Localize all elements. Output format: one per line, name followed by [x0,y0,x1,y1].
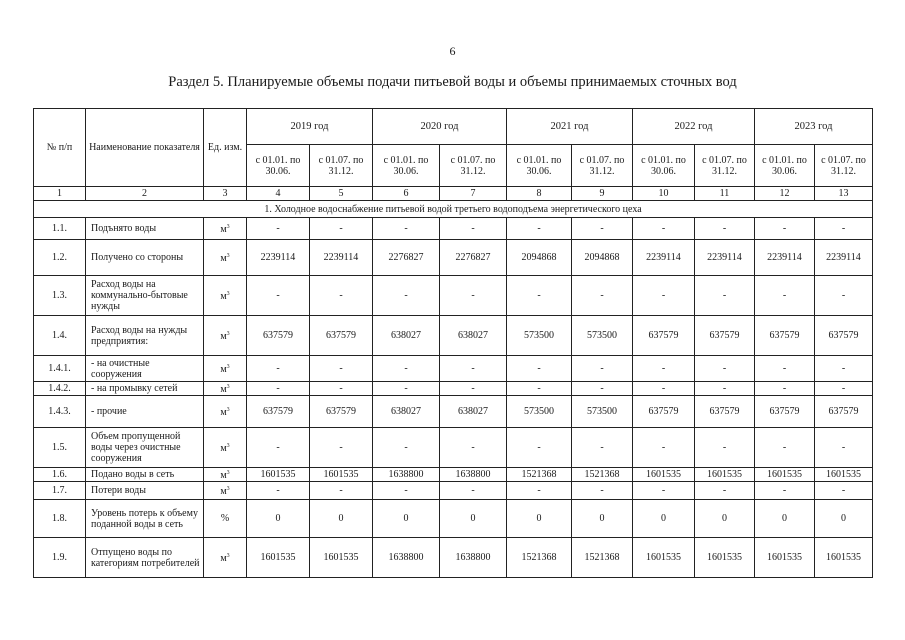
row-value-cell: - [440,428,507,468]
row-value-cell: - [373,356,440,382]
row-value-cell: - [755,382,815,396]
row-value-cell: - [373,382,440,396]
row-value-cell: 637579 [695,396,755,428]
row-value-cell: 1601535 [247,538,310,578]
row-value-cell: - [507,276,572,316]
row-value-cell: - [695,218,755,240]
header-period: с 01.01. по 30.06. [633,145,695,187]
row-value-cell: - [755,276,815,316]
row-value-cell: 1601535 [755,538,815,578]
row-number: 1.4.1. [34,356,86,382]
row-value-cell: 637579 [695,316,755,356]
row-value-cell: 2239114 [755,240,815,276]
header-col-name: Наименование показателя [86,109,204,187]
row-value-cell: 2276827 [373,240,440,276]
row-unit: $м^3$ [204,218,247,240]
column-index: 3 [204,187,247,201]
row-value-cell: 637579 [247,396,310,428]
row-value-cell: - [815,276,873,316]
table-row [34,396,873,428]
row-value-cell: 638027 [440,316,507,356]
row-value-cell: 1601535 [815,538,873,578]
column-index: 9 [572,187,633,201]
row-unit: $м^3$ [204,382,247,396]
column-index: 5 [310,187,373,201]
row-value-cell: - [633,276,695,316]
row-value-cell: - [310,276,373,316]
row-value-cell: 573500 [507,316,572,356]
row-value-cell: 637579 [755,396,815,428]
row-value-cell: 0 [755,500,815,538]
row-value-cell: 638027 [373,396,440,428]
section-title: Раздел 5. Планируемые объемы подачи питьевой воды и объемы принимаемых сточных вод [168,74,737,90]
header-period: с 01.07. по 31.12. [815,145,873,187]
row-indicator-name: Объем пропущенной воды через очистные сооружения [86,428,204,468]
header-col-unit: Ед. изм. [204,109,247,187]
row-value-cell: - [572,428,633,468]
row-value-cell: - [755,218,815,240]
row-number: 1.4.3. [34,396,86,428]
row-value-cell: - [507,428,572,468]
row-value-cell: - [507,482,572,500]
row-value-cell: 0 [695,500,755,538]
row-value-cell: - [507,382,572,396]
row-value-cell: - [247,276,310,316]
row-value-cell: - [695,482,755,500]
row-value-cell: - [440,276,507,316]
row-value-cell: 1601535 [310,468,373,482]
row-value-cell: 2094868 [507,240,572,276]
row-indicator-name: Потери воды [86,482,204,500]
row-value-cell: - [572,382,633,396]
row-value-cell: 0 [633,500,695,538]
row-value-cell: 1521368 [507,538,572,578]
column-index: 4 [247,187,310,201]
row-value-cell: - [815,482,873,500]
row-value-cell: - [373,218,440,240]
table-row [34,382,873,396]
row-value-cell: - [633,382,695,396]
row-value-cell: 2239114 [247,240,310,276]
row-value-cell: - [247,356,310,382]
header-year-2021: 2021 год [507,109,633,145]
water-volume-table [33,108,873,578]
row-value-cell: 1521368 [572,468,633,482]
row-value-cell: - [755,482,815,500]
row-indicator-name: Получено со стороны [86,240,204,276]
row-value-cell: - [247,218,310,240]
column-index: 2 [86,187,204,201]
header-period: с 01.07. по 31.12. [310,145,373,187]
row-value-cell: 1601535 [815,468,873,482]
row-value-cell: - [247,428,310,468]
row-value-cell: - [373,276,440,316]
row-value-cell: - [695,276,755,316]
row-value-cell: 1638800 [373,468,440,482]
row-value-cell: 573500 [572,396,633,428]
row-value-cell: - [440,382,507,396]
row-value-cell: 1601535 [695,468,755,482]
row-value-cell: 1638800 [440,468,507,482]
row-value-cell: 0 [440,500,507,538]
row-value-cell: 2239114 [815,240,873,276]
row-number: 1.2. [34,240,86,276]
row-indicator-name: Расход воды на коммунально-бытовые нужды [86,276,204,316]
row-value-cell: 1601535 [310,538,373,578]
row-value-cell: - [815,218,873,240]
row-value-cell: 638027 [373,316,440,356]
row-value-cell: - [755,428,815,468]
row-value-cell: - [572,356,633,382]
row-indicator-name: Отпущено воды по категориям потребителей [86,538,204,578]
row-value-cell: 637579 [633,396,695,428]
row-value-cell: 1638800 [373,538,440,578]
row-value-cell: 1601535 [633,538,695,578]
row-indicator-name: Подънято воды [86,218,204,240]
row-value-cell: 637579 [815,396,873,428]
row-value-cell: - [310,356,373,382]
row-value-cell: - [440,356,507,382]
row-value-cell: 638027 [440,396,507,428]
column-index: 12 [755,187,815,201]
header-year-2023: 2023 год [755,109,873,145]
row-value-cell: - [572,276,633,316]
table-row [34,240,873,276]
row-value-cell: 637579 [310,396,373,428]
table-row [34,500,873,538]
header-row-years [34,109,873,145]
header-year-2020: 2020 год [373,109,507,145]
row-value-cell: 0 [373,500,440,538]
row-value-cell: 637579 [247,316,310,356]
column-index: 13 [815,187,873,201]
row-value-cell: - [695,428,755,468]
row-value-cell: - [310,428,373,468]
row-unit: $м^3$ [204,316,247,356]
row-value-cell: - [755,356,815,382]
row-value-cell: 2239114 [633,240,695,276]
column-index: 11 [695,187,755,201]
column-index: 1 [34,187,86,201]
row-number: 1.4. [34,316,86,356]
table-body [34,201,873,578]
row-value-cell: - [695,356,755,382]
row-number: 1.3. [34,276,86,316]
header-period: с 01.01. по 30.06. [373,145,440,187]
row-value-cell: - [373,482,440,500]
row-value-cell: 1521368 [507,468,572,482]
row-value-cell: 0 [815,500,873,538]
page-number: 6 [449,44,456,58]
table-row [34,428,873,468]
row-value-cell: 573500 [572,316,633,356]
row-value-cell: - [815,382,873,396]
row-indicator-name: - прочие [86,396,204,428]
row-value-cell: - [440,218,507,240]
header-col-num: № п/п [34,109,86,187]
row-indicator-name: Подано воды в сеть [86,468,204,482]
row-value-cell: - [572,218,633,240]
header-period: с 01.01. по 30.06. [507,145,572,187]
row-value-cell: - [815,356,873,382]
table-row [34,538,873,578]
row-value-cell: 1601535 [695,538,755,578]
column-index: 7 [440,187,507,201]
column-index: 8 [507,187,572,201]
row-number: 1.6. [34,468,86,482]
row-value-cell: 2239114 [695,240,755,276]
table-row [34,468,873,482]
row-value-cell: - [695,382,755,396]
table-row [34,482,873,500]
row-number: 1.7. [34,482,86,500]
header-period: с 01.07. по 31.12. [572,145,633,187]
row-number: 1.1. [34,218,86,240]
row-value-cell: - [247,382,310,396]
row-indicator-name: - на очистные сооружения [86,356,204,382]
row-value-cell: - [507,218,572,240]
section-heading: 1. Холодное водоснабжение питьевой водой третьего водоподъема энергетического цеха [34,201,873,218]
row-value-cell: - [633,428,695,468]
row-value-cell: 1601535 [247,468,310,482]
row-value-cell: 0 [310,500,373,538]
header-row-index [34,187,873,201]
row-number: 1.5. [34,428,86,468]
row-indicator-name: Расход воды на нужды предприятия: [86,316,204,356]
row-unit: $м^3$ [204,468,247,482]
row-value-cell: 2239114 [310,240,373,276]
row-value-cell: - [633,218,695,240]
row-value-cell: 0 [572,500,633,538]
section-row [34,201,873,218]
row-value-cell: 1638800 [440,538,507,578]
row-value-cell: 573500 [507,396,572,428]
column-index: 6 [373,187,440,201]
table-header [34,109,873,201]
row-value-cell: 0 [507,500,572,538]
header-period: с 01.07. по 31.12. [695,145,755,187]
row-unit: $м^3$ [204,428,247,468]
row-unit: $м^3$ [204,356,247,382]
row-value-cell: - [310,218,373,240]
header-period: с 01.01. по 30.06. [755,145,815,187]
header-period: с 01.01. по 30.06. [247,145,310,187]
row-indicator-name: Уровень потерь к объему поданной воды в сеть [86,500,204,538]
row-value-cell: 637579 [633,316,695,356]
row-value-cell: - [507,356,572,382]
row-value-cell: - [572,482,633,500]
header-year-2019: 2019 год [247,109,373,145]
row-number: 1.9. [34,538,86,578]
row-value-cell: 637579 [755,316,815,356]
row-value-cell: - [310,382,373,396]
row-value-cell: - [310,482,373,500]
row-number: 1.4.2. [34,382,86,396]
row-unit: $м^3$ [204,276,247,316]
row-number: 1.8. [34,500,86,538]
row-value-cell: - [373,428,440,468]
row-value-cell: - [247,482,310,500]
row-unit: $м^3$ [204,240,247,276]
row-value-cell: 637579 [815,316,873,356]
row-value-cell: 2094868 [572,240,633,276]
row-value-cell: - [633,356,695,382]
row-value-cell: 1601535 [633,468,695,482]
row-value-cell: 637579 [310,316,373,356]
table-row [34,218,873,240]
table-row [34,276,873,316]
column-index: 10 [633,187,695,201]
table-row [34,316,873,356]
table-row [34,356,873,382]
row-value-cell: - [633,482,695,500]
header-year-2022: 2022 год [633,109,755,145]
row-unit: $м^3$ [204,482,247,500]
row-value-cell: 1601535 [755,468,815,482]
row-value-cell: 0 [247,500,310,538]
header-period: с 01.07. по 31.12. [440,145,507,187]
row-value-cell: 1521368 [572,538,633,578]
row-value-cell: - [815,428,873,468]
row-unit: $м^3$ [204,396,247,428]
row-value-cell: - [440,482,507,500]
row-unit: $м^3$ [204,538,247,578]
row-indicator-name: - на промывку сетей [86,382,204,396]
row-unit: % [204,500,247,538]
row-value-cell: 2276827 [440,240,507,276]
